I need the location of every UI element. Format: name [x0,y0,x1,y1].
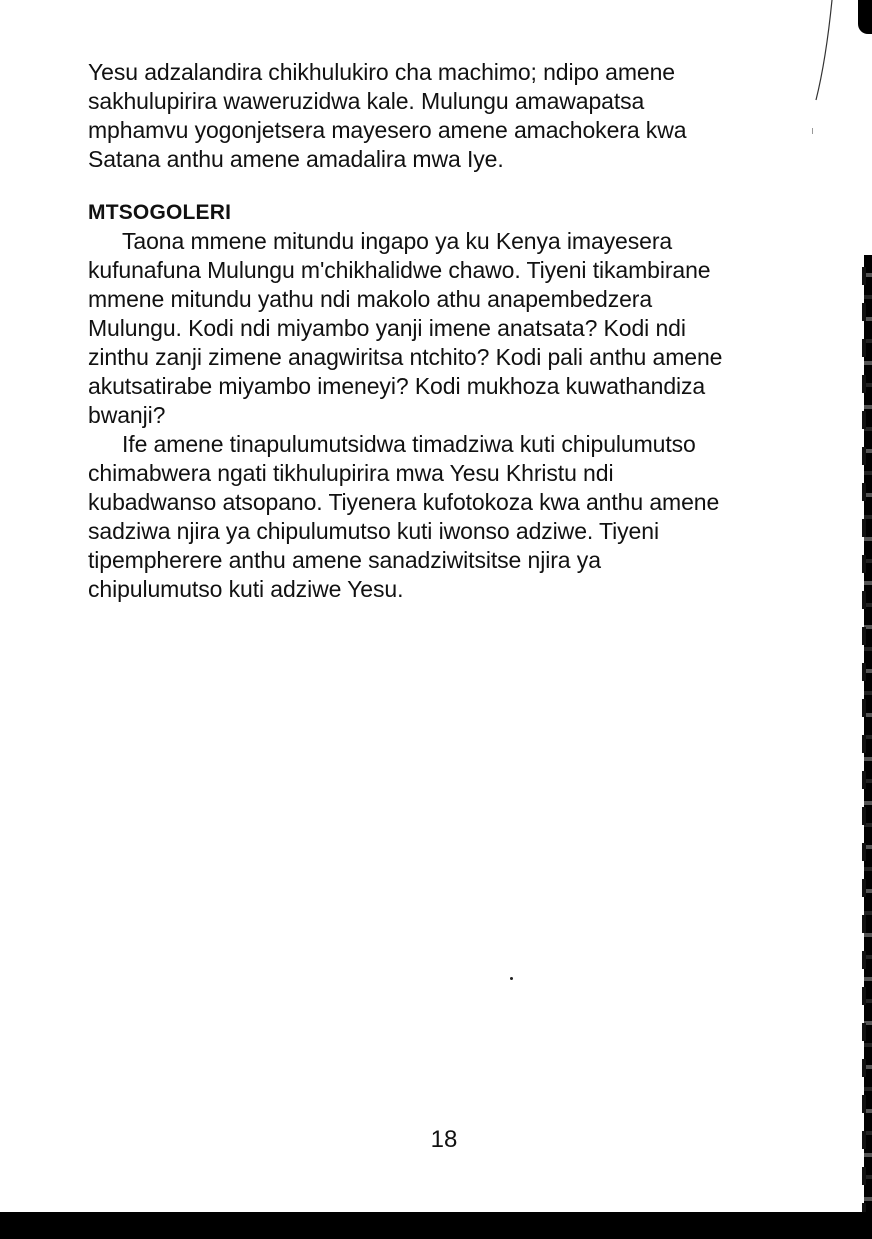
text-line: Ife amene tinapulumutsidwa timadziwa kuti chipulumutso [122,431,696,457]
text-line: zinthu zanji zimene anagwiritsa ntchito? Kodi pali anthu amene [88,344,723,370]
paragraph-1 [88,58,813,174]
paragraph-2 [88,227,813,430]
text-line: Yesu adzalandira chikhulukiro cha machimo; ndipo amene [88,59,675,85]
text-line: mphamvu yogonjetsera mayesero amene amachokera kwa [88,117,687,143]
text-line: kubadwanso atsopano. Tiyenera kufotokoza kwa anthu amene [88,489,720,515]
text-line: Mulungu. Kodi ndi miyambo yanji imene anatsata? Kodi ndi [88,315,686,341]
text-line: Taona mmene mitundu ingapo ya ku Kenya imayesera [122,228,673,254]
text-line: tipempherere anthu amene sanadziwitsitse njira ya [88,547,601,573]
text-line: mmene mitundu yathu ndi makolo athu anapembedzera [88,286,653,312]
text-line: bwanji? [88,402,166,428]
text-line: akutsatirabe miyambo imeneyi? Kodi mukhoza kuwathandiza [88,373,706,399]
page-number: 18 [430,1126,458,1153]
scan-bottom-band [0,1212,872,1239]
scan-edge-line [812,0,842,170]
paragraph-3 [88,430,813,604]
scan-right-edge [858,0,872,1239]
text-line: sakhulupirira waweruzidwa kale. Mulungu amawapatsa [88,88,645,114]
text-line: Satana anthu amene amadalira mwa Iye. [88,146,504,172]
text-line: chimabwera ngati tikhulupirira mwa Yesu Khristu ndi [88,460,614,486]
body-text [88,58,813,604]
text-line: kufunafuna Mulungu m'chikhalidwe chawo. Tiyeni tikambirane [88,257,711,283]
section-heading: MTSOGOLERI [88,201,232,224]
text-line: sadziwa njira ya chipulumutso kuti iwonso adziwe. Tiyeni [88,518,659,544]
text-line: chipulumutso kuti adziwe Yesu. [88,576,404,602]
scan-speck [510,977,513,980]
